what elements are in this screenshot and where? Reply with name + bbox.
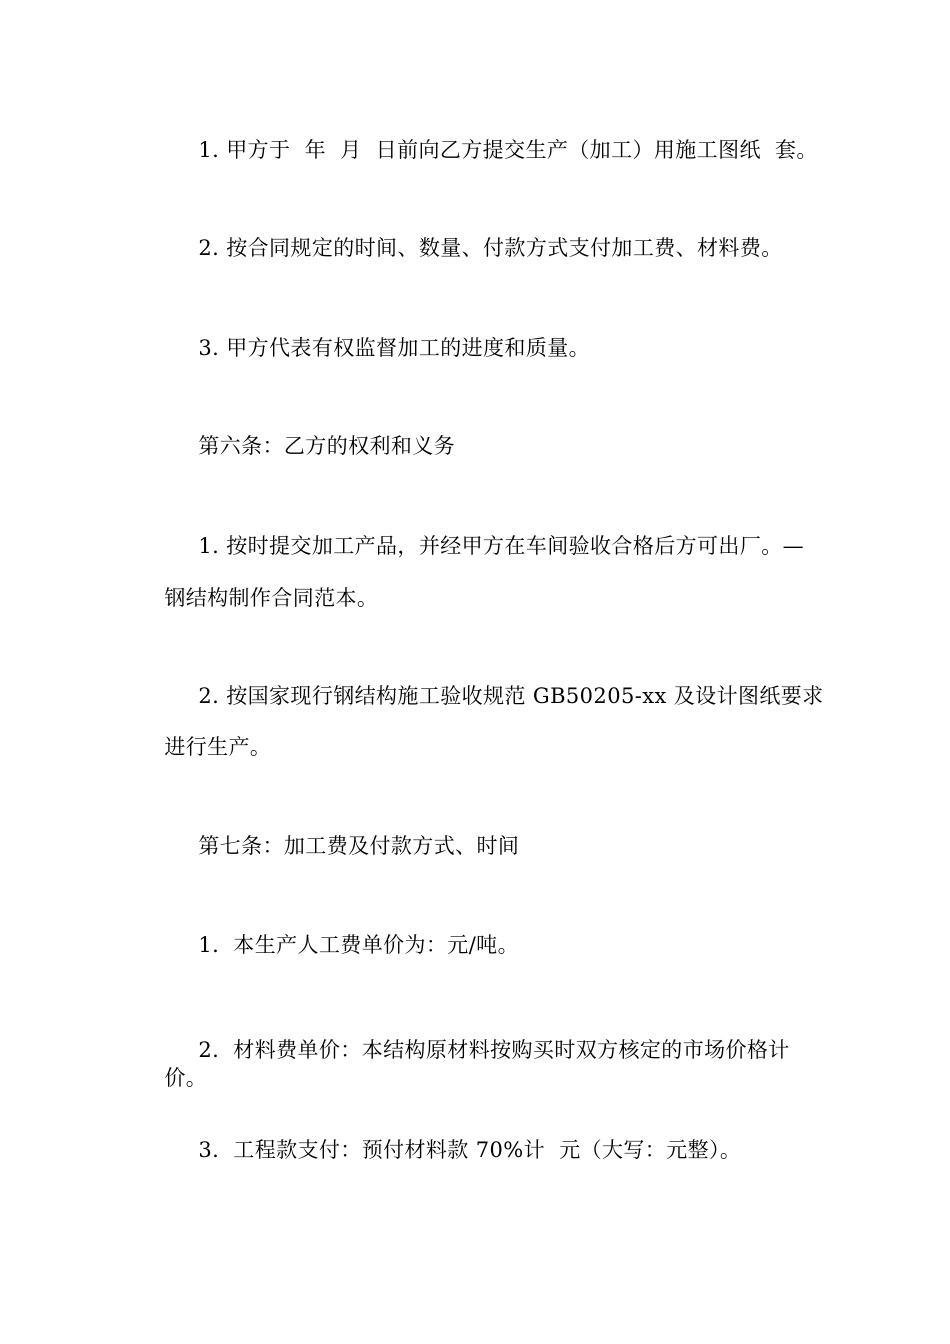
line-text: 2. 按合同规定的时间、数量、付款方式支付加工费、材料费。 (198, 236, 783, 260)
heading-text: 第七条：加工费及付款方式、时间 (198, 834, 520, 858)
heading-text: 第六条：乙方的权利和义务 (198, 434, 456, 458)
line-text: 价。 (164, 1066, 208, 1090)
line-text: 1. 甲方于 年 月 日前向乙方提交生产（加工）用施工图纸 套。 (198, 138, 818, 162)
line-text: 进行生产。 (164, 735, 272, 759)
paragraph-party-b-delivery-cont (136, 562, 950, 634)
line-text: 2. 按国家现行钢结构施工验收规范 GB50205-xx 及设计图纸要求 (198, 684, 824, 708)
line-text: 1. 按时提交加工产品，并经甲方在车间验收合格后方可出厂。— (198, 534, 805, 558)
paragraph-labor-unit-price (170, 909, 950, 981)
paragraph-party-b-standard-cont (136, 711, 950, 783)
paragraph-party-a-payment (170, 212, 950, 284)
paragraph-material-unit-price-cont (136, 1042, 950, 1114)
line-text: 2. 材料费单价：本结构原材料按购买时双方核定的市场价格计 (198, 1038, 790, 1062)
line-text: 钢结构制作合同范本。 (164, 586, 379, 610)
line-text: 1. 本生产人工费单价为：元/吨。 (198, 933, 519, 957)
paragraph-party-a-drawings (170, 114, 950, 186)
line-text: 3. 甲方代表有权监督加工的进度和质量。 (198, 336, 591, 360)
section-heading-article-7 (170, 810, 950, 882)
paragraph-party-a-supervision (170, 312, 950, 384)
section-heading-article-6 (170, 410, 950, 482)
line-text: 3. 工程款支付：预付材料款 70%计 元（大写：元整）。 (198, 1138, 742, 1162)
paragraph-payment-terms (170, 1114, 950, 1186)
